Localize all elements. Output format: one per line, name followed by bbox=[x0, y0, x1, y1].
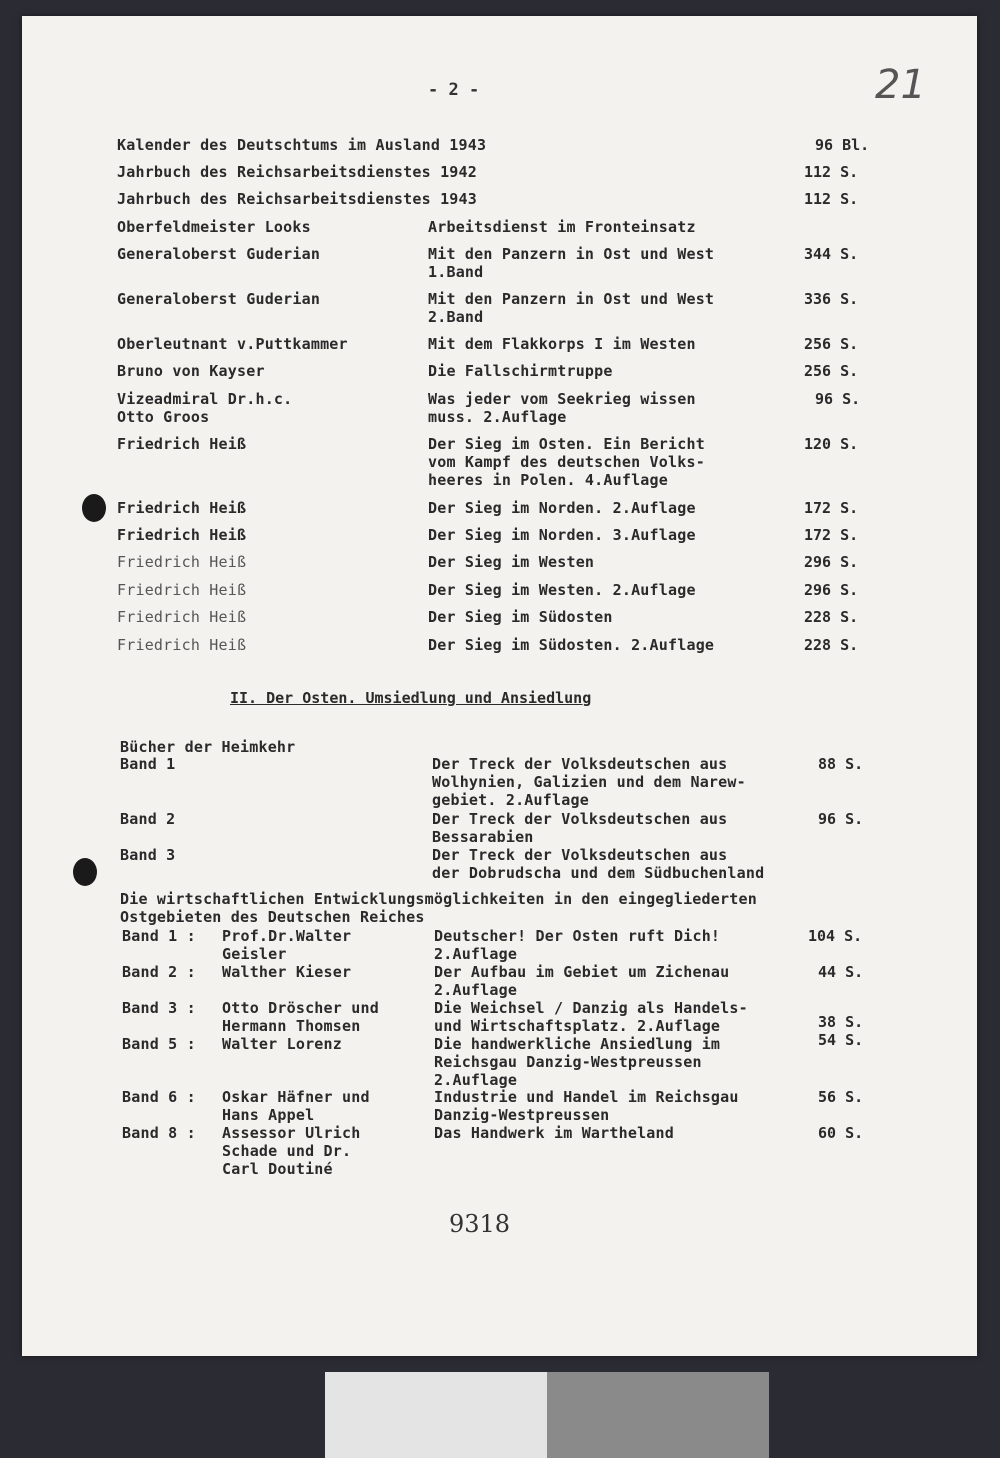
series2-item-2-pages: 38 S. bbox=[818, 1013, 864, 1031]
entry-8-pages: 96 S. bbox=[815, 390, 861, 408]
entry-7-pages: 256 S. bbox=[804, 362, 859, 380]
series2-item-4-author: Oskar Häfner und Hans Appel bbox=[222, 1088, 370, 1124]
entry-7-left: Bruno von Kayser bbox=[117, 362, 265, 380]
series1-item-1-right: Der Treck der Volksdeutschen aus Bessarabien bbox=[432, 810, 728, 846]
stamped-number: 9318 bbox=[449, 1210, 511, 1238]
entry-8-right: Was jeder vom Seekrieg wissen muss. 2.Auflage bbox=[428, 390, 696, 426]
entry-5-right: Mit den Panzern in Ost und West 2.Band bbox=[428, 290, 715, 326]
entry-15-left: Friedrich Heiß bbox=[117, 636, 247, 654]
entry-1-left: Jahrbuch des Reichsarbeitsdienstes 1942 bbox=[117, 163, 477, 181]
series2-item-4-right: Industrie und Handel im Reichsgau Danzig-Westpreussen bbox=[434, 1088, 739, 1124]
entry-12-pages: 296 S. bbox=[804, 553, 859, 571]
calibration-card-gray bbox=[547, 1372, 769, 1458]
entry-6-right: Mit dem Flakkorps I im Westen bbox=[428, 335, 696, 353]
series2-item-0-author: Prof.Dr.Walter Geisler bbox=[222, 927, 352, 963]
entry-4-left: Generaloberst Guderian bbox=[117, 245, 321, 263]
series2-item-1-band: Band 2 : bbox=[122, 963, 196, 981]
entry-11-right: Der Sieg im Norden. 3.Auflage bbox=[428, 526, 696, 544]
entry-14-pages: 228 S. bbox=[804, 608, 859, 626]
entry-10-right: Der Sieg im Norden. 2.Auflage bbox=[428, 499, 696, 517]
entry-11-left: Friedrich Heiß bbox=[117, 526, 247, 544]
series1-item-0-pages: 88 S. bbox=[818, 755, 864, 773]
entry-2-pages: 112 S. bbox=[804, 190, 859, 208]
series1-title: Bücher der Heimkehr bbox=[120, 738, 296, 756]
series1-item-2-left: Band 3 bbox=[120, 846, 176, 864]
entry-5-left: Generaloberst Guderian bbox=[117, 290, 321, 308]
series2-item-3-pages: 54 S. bbox=[818, 1031, 864, 1049]
series1-item-0-right: Der Treck der Volksdeutschen aus Wolhynien, Galizien und dem Narew- gebiet. 2.Auflage bbox=[432, 755, 746, 809]
entry-4-pages: 344 S. bbox=[804, 245, 859, 263]
entry-12-left: Friedrich Heiß bbox=[117, 553, 247, 571]
entry-13-right: Der Sieg im Westen. 2.Auflage bbox=[428, 581, 696, 599]
series2-item-2-right: Die Weichsel / Danzig als Handels- und Wirtschaftsplatz. 2.Auflage bbox=[434, 999, 748, 1035]
entry-15-pages: 228 S. bbox=[804, 636, 859, 654]
series2-title: Die wirtschaftlichen Entwicklungsmöglichkeiten in den eingegliederten Ostgebieten des Deutschen Reiches bbox=[120, 890, 757, 926]
series2-item-0-right: Deutscher! Der Osten ruft Dich! 2.Auflage bbox=[434, 927, 721, 963]
calibration-card-white bbox=[325, 1372, 547, 1458]
entry-13-left: Friedrich Heiß bbox=[117, 581, 247, 599]
document-page bbox=[22, 16, 977, 1356]
series2-item-4-pages: 56 S. bbox=[818, 1088, 864, 1106]
series2-item-3-author: Walter Lorenz bbox=[222, 1035, 342, 1053]
series2-item-2-band: Band 3 : bbox=[122, 999, 196, 1017]
entry-15-right: Der Sieg im Südosten. 2.Auflage bbox=[428, 636, 715, 654]
entry-6-pages: 256 S. bbox=[804, 335, 859, 353]
series2-item-5-band: Band 8 : bbox=[122, 1124, 196, 1142]
entry-3-right: Arbeitsdienst im Fronteinsatz bbox=[428, 218, 696, 236]
section-heading: II. Der Osten. Umsiedlung und Ansiedlung bbox=[230, 689, 592, 707]
entry-5-pages: 336 S. bbox=[804, 290, 859, 308]
series2-item-0-pages: 104 S. bbox=[808, 927, 863, 945]
series2-item-2-author: Otto Dröscher und Hermann Thomsen bbox=[222, 999, 379, 1035]
series2-item-5-author: Assessor Ulrich Schade und Dr. Carl Doutiné bbox=[222, 1124, 361, 1178]
series2-item-5-right: Das Handwerk im Wartheland bbox=[434, 1124, 674, 1142]
punch-hole-bottom bbox=[73, 858, 97, 886]
series2-item-4-band: Band 6 : bbox=[122, 1088, 196, 1106]
entry-8-left: Vizeadmiral Dr.h.c. Otto Groos bbox=[117, 390, 293, 426]
entry-9-right: Der Sieg im Osten. Ein Bericht vom Kampf des deutschen Volks- heeres in Polen. 4.Auflage bbox=[428, 435, 705, 489]
punch-hole-top bbox=[82, 494, 106, 522]
entry-10-pages: 172 S. bbox=[804, 499, 859, 517]
page-number: - 2 - bbox=[428, 80, 480, 100]
entry-7-right: Die Fallschirmtruppe bbox=[428, 362, 613, 380]
entry-13-pages: 296 S. bbox=[804, 581, 859, 599]
series1-item-1-left: Band 2 bbox=[120, 810, 176, 828]
entry-14-right: Der Sieg im Südosten bbox=[428, 608, 613, 626]
entry-3-left: Oberfeldmeister Looks bbox=[117, 218, 311, 236]
series2-item-1-author: Walther Kieser bbox=[222, 963, 352, 981]
series2-item-5-pages: 60 S. bbox=[818, 1124, 864, 1142]
entry-9-left: Friedrich Heiß bbox=[117, 435, 247, 453]
series1-item-1-pages: 96 S. bbox=[818, 810, 864, 828]
entry-4-right: Mit den Panzern in Ost und West 1.Band bbox=[428, 245, 715, 281]
series1-item-0-left: Band 1 bbox=[120, 755, 176, 773]
entry-2-left: Jahrbuch des Reichsarbeitsdienstes 1943 bbox=[117, 190, 477, 208]
entry-0-pages: 96 Bl. bbox=[815, 136, 870, 154]
entry-10-left: Friedrich Heiß bbox=[117, 499, 247, 517]
entry-11-pages: 172 S. bbox=[804, 526, 859, 544]
entry-12-right: Der Sieg im Westen bbox=[428, 553, 595, 571]
series2-item-1-right: Der Aufbau im Gebiet um Zichenau 2.Auflage bbox=[434, 963, 730, 999]
handwritten-folio-number: 21 bbox=[875, 62, 926, 108]
series2-item-1-pages: 44 S. bbox=[818, 963, 864, 981]
entry-9-pages: 120 S. bbox=[804, 435, 859, 453]
series1-item-2-right: Der Treck der Volksdeutschen aus der Dobrudscha und dem Südbuchenland bbox=[432, 846, 765, 882]
entry-6-left: Oberleutnant v.Puttkammer bbox=[117, 335, 348, 353]
entry-1-pages: 112 S. bbox=[804, 163, 859, 181]
entry-14-left: Friedrich Heiß bbox=[117, 608, 247, 626]
series2-item-3-right: Die handwerkliche Ansiedlung im Reichsgau Danzig-Westpreussen 2.Auflage bbox=[434, 1035, 721, 1089]
entry-0-left: Kalender des Deutschtums im Ausland 1943 bbox=[117, 136, 487, 154]
series2-item-3-band: Band 5 : bbox=[122, 1035, 196, 1053]
series2-item-0-band: Band 1 : bbox=[122, 927, 196, 945]
